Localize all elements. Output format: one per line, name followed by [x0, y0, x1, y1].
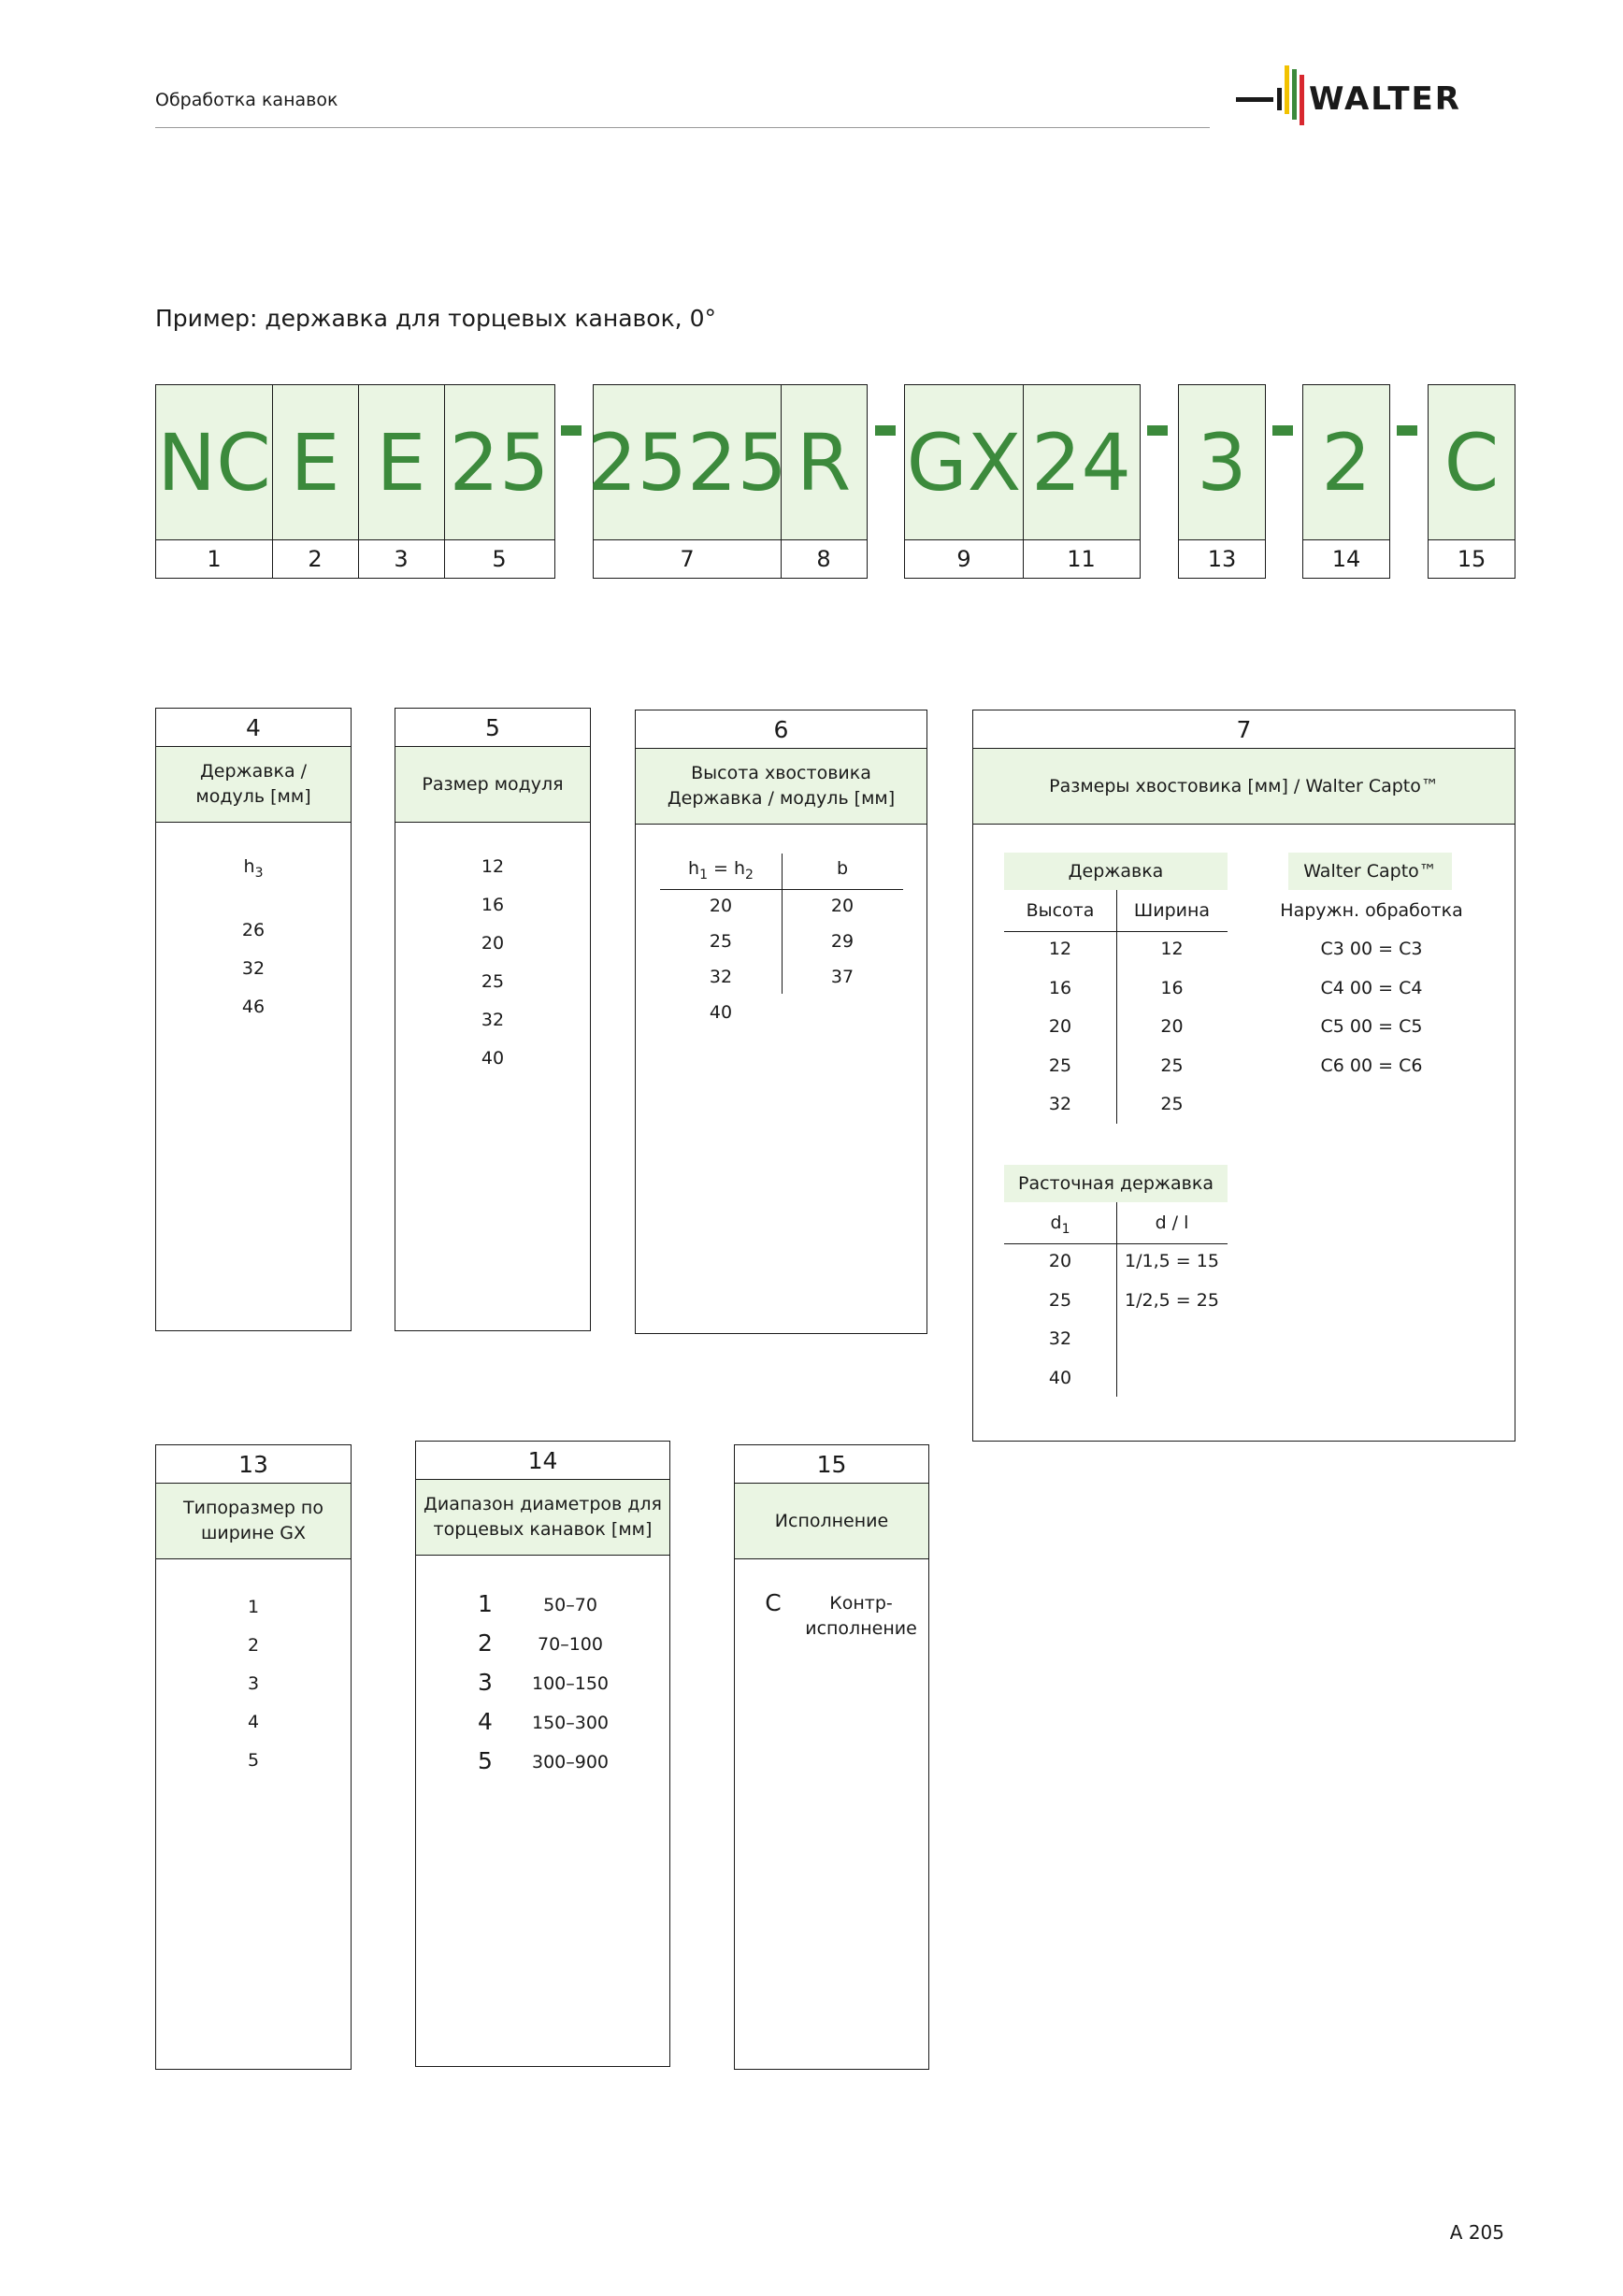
- column-header: d / l: [1155, 1213, 1189, 1233]
- panel-title: Типоразмер по ширине GX: [156, 1484, 351, 1559]
- variant-code: C: [765, 1589, 782, 1616]
- code-group-3: [904, 384, 1141, 579]
- code-segment-value: C: [1429, 385, 1515, 540]
- range-value: 150–300: [531, 1713, 610, 1733]
- table-cell: 29: [830, 931, 855, 952]
- table-cell: 1/1,5 = 15: [1125, 1251, 1219, 1271]
- code-segment-value: E: [376, 416, 426, 509]
- value: 32: [241, 958, 266, 979]
- code-segment-value: 2: [1303, 385, 1389, 540]
- code-segment-index: 3: [394, 546, 409, 572]
- column-header: b: [836, 858, 849, 879]
- code-segment-index: 8: [816, 546, 831, 572]
- panel-number: 4: [156, 709, 351, 747]
- panel-4: [155, 708, 352, 1331]
- range-code: 2: [478, 1629, 493, 1657]
- svg-text:WALTER: WALTER: [1309, 80, 1461, 118]
- variant-description: Контр- исполнение: [805, 1593, 917, 1639]
- boring-table-title: Расточная державка: [1004, 1165, 1228, 1202]
- value: 40: [481, 1048, 505, 1069]
- panel-title: Размер модуля: [395, 747, 590, 823]
- section-title: Обработка канавок: [155, 90, 338, 110]
- code-segment-value: NC: [157, 416, 271, 509]
- panel-5: [395, 708, 591, 1331]
- value: 12: [481, 856, 505, 877]
- code-segment-value: GX: [906, 416, 1022, 509]
- code-segment-index: 14: [1331, 546, 1361, 572]
- code-segment-index: 11: [1067, 546, 1096, 572]
- capto-title: Walter Capto™: [1288, 853, 1452, 890]
- code-group-5: [1302, 384, 1390, 579]
- table-cell: 1/2,5 = 25: [1125, 1290, 1219, 1311]
- table-cell: 37: [830, 967, 855, 987]
- range-value: 70–100: [538, 1634, 603, 1655]
- code-group-2: [587, 384, 868, 579]
- panel-14: [415, 1441, 670, 2067]
- code-dash: [1397, 425, 1417, 436]
- range-value: 50–70: [543, 1595, 597, 1615]
- code-segment-index: 13: [1207, 546, 1237, 572]
- panel-number: 6: [636, 710, 926, 749]
- range-code: 5: [478, 1747, 493, 1774]
- table-cell: 25: [709, 931, 733, 952]
- panel-number: 13: [156, 1445, 351, 1484]
- table-cell: 25: [1048, 1290, 1072, 1311]
- panel-15: [734, 1444, 929, 2070]
- capto-value: C4 00 = C4: [1320, 978, 1423, 998]
- table-cell: 40: [1048, 1368, 1072, 1388]
- panel-number: 7: [973, 710, 1515, 749]
- code-group-4: [1178, 384, 1266, 579]
- capto-value: C3 00 = C3: [1320, 939, 1423, 959]
- capto-subtitle: Наружн. обработка: [1280, 900, 1463, 921]
- table-cell: 12: [1160, 939, 1184, 959]
- range-value: 100–150: [531, 1673, 610, 1694]
- value: 26: [241, 920, 266, 940]
- column-header: Высота: [1026, 900, 1095, 921]
- table-cell: 20: [830, 896, 855, 916]
- value: 3: [247, 1673, 260, 1694]
- table-cell: 20: [1160, 1016, 1184, 1037]
- panel-number: 5: [395, 709, 590, 747]
- panel-number: 14: [416, 1442, 669, 1480]
- code-segment-value: R: [796, 416, 852, 509]
- table-cell: 20: [1048, 1251, 1072, 1271]
- range-code: 1: [478, 1590, 493, 1617]
- code-segment-value: E: [290, 416, 340, 509]
- panel-13: [155, 1444, 352, 2070]
- code-dash: [1147, 425, 1168, 436]
- code-segment-value: 25: [449, 416, 550, 509]
- table-cell: 16: [1160, 978, 1184, 998]
- code-group-1: [155, 384, 555, 579]
- table-cell: 25: [1160, 1094, 1184, 1114]
- page-number: A 205: [1449, 2221, 1504, 2244]
- walter-logo: [1236, 60, 1516, 135]
- panel-7: [972, 710, 1515, 1442]
- table-cell: 12: [1048, 939, 1072, 959]
- value: 46: [241, 997, 266, 1017]
- code-group-6: [1428, 384, 1515, 579]
- panel-title: Державка / модуль [мм]: [156, 747, 351, 823]
- capto-value: C6 00 = C6: [1320, 1055, 1423, 1076]
- code-segment-value: 2525: [587, 416, 787, 509]
- value: 2: [247, 1635, 260, 1656]
- code-segment-value: 24: [1031, 416, 1131, 509]
- panel-6: [635, 710, 927, 1334]
- code-segment-index: 5: [492, 546, 507, 572]
- code-segment-index: 7: [680, 546, 695, 572]
- column-header: $d_1$: [1050, 1213, 1070, 1237]
- table-cell: 32: [1048, 1328, 1072, 1349]
- table-cell: 40: [709, 1002, 733, 1023]
- column-header: $h_1 = h_2$: [688, 858, 754, 883]
- value: 16: [481, 895, 505, 915]
- value: 5: [247, 1750, 260, 1771]
- code-segment-index: 15: [1457, 546, 1487, 572]
- panel-number: 15: [735, 1445, 928, 1484]
- table-cell: 32: [1048, 1094, 1072, 1114]
- holder-table-title: Державка: [1004, 853, 1228, 890]
- panel-title: Размеры хвостовика [мм] / Walter Capto™: [973, 749, 1515, 825]
- table-cell: 25: [1048, 1055, 1072, 1076]
- example-title: Пример: державка для торцевых канавок, 0°: [155, 305, 716, 332]
- range-value: 300–900: [531, 1752, 610, 1772]
- column-header: $h_3$: [243, 856, 264, 881]
- header-rule: [155, 127, 1210, 128]
- column-header: Ширина: [1133, 900, 1211, 921]
- panel-title: Высота хвостовика Державка / модуль [мм]: [636, 749, 926, 825]
- code-segment-index: 9: [956, 546, 971, 572]
- table-cell: 20: [1048, 1016, 1072, 1037]
- table-cell: 32: [709, 967, 733, 987]
- table-cell: 16: [1048, 978, 1072, 998]
- code-segment-index: 2: [308, 546, 323, 572]
- code-segment-value: 3: [1179, 385, 1265, 540]
- range-code: 4: [478, 1708, 493, 1735]
- code-segment-index: 1: [207, 546, 222, 572]
- value: 20: [481, 933, 505, 954]
- code-dash: [875, 425, 896, 436]
- code-dash: [561, 425, 582, 436]
- panel-title: Исполнение: [735, 1484, 928, 1559]
- value: 25: [481, 971, 505, 992]
- value: 1: [247, 1597, 260, 1617]
- table-cell: 20: [709, 896, 733, 916]
- code-dash: [1272, 425, 1293, 436]
- capto-value: C5 00 = C5: [1320, 1016, 1423, 1037]
- table-cell: 25: [1160, 1055, 1184, 1076]
- panel-title: Диапазон диаметров для торцевых канавок [мм]: [416, 1480, 669, 1556]
- value: 32: [481, 1010, 505, 1030]
- value: 4: [247, 1712, 260, 1732]
- range-code: 3: [478, 1669, 493, 1696]
